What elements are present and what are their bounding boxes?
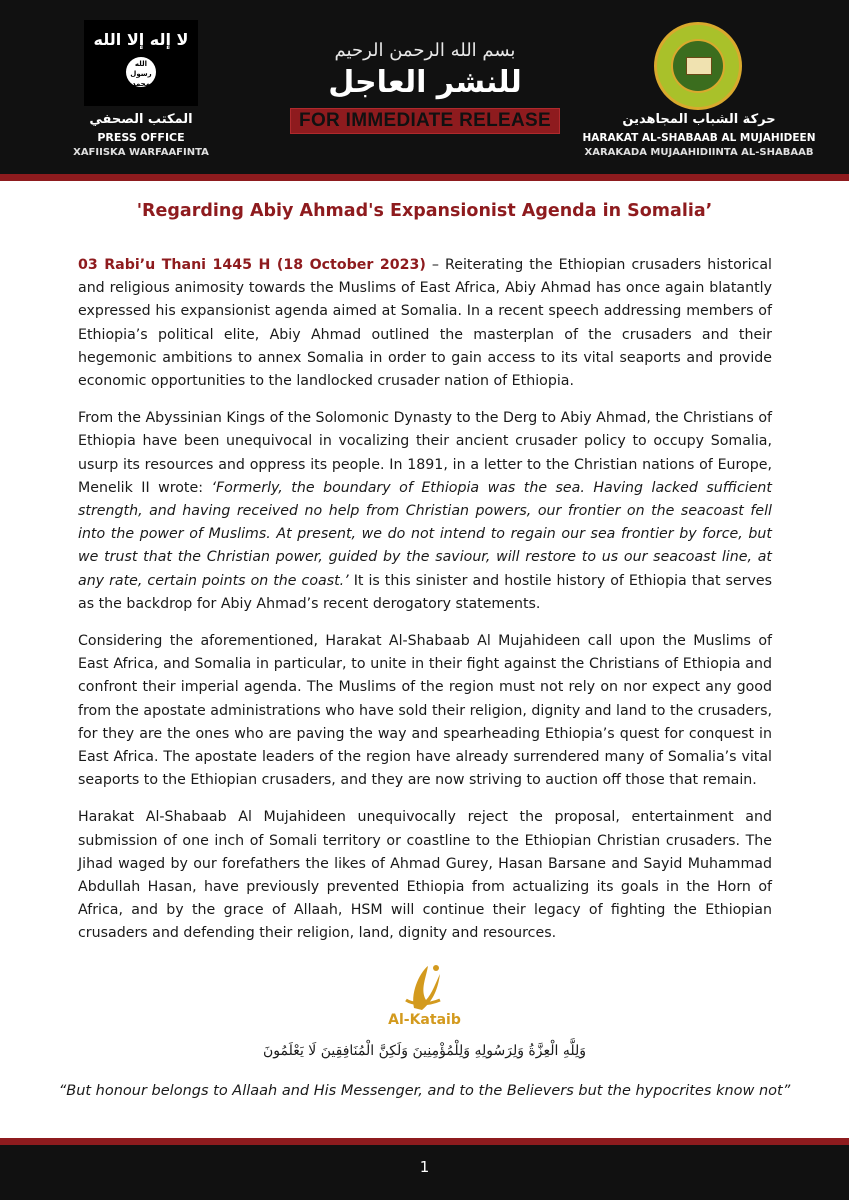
document-title: 'Regarding Abiy Ahmad's Expansionist Agenda in Somalia’ [136, 201, 713, 221]
footer-divider [0, 1138, 849, 1145]
seal-icon: الله رسول محمد [126, 57, 156, 87]
press-office-english: PRESS OFFICE [97, 131, 185, 144]
arabic-release-title: للنشر العاجل [328, 65, 522, 100]
al-kataib-label: Al-Kataib [388, 1012, 461, 1028]
quran-verse-english: “But honour belongs to Allaah and His Messenger, and to the Believers but the hypocrites know not” [58, 1083, 791, 1099]
paragraph-1 [78, 254, 772, 393]
date-lead: 03 Rabi’u Thani 1445 H (18 October 2023) [78, 257, 426, 273]
basmala: بسم الله الرحمن الرحيم [334, 40, 516, 61]
harakat-english: HARAKAT AL-SHABAAB AL MUJAHIDEEN [582, 132, 816, 144]
shahada-flag-logo [84, 20, 198, 106]
book-icon [686, 57, 712, 75]
emblem-inner [671, 39, 725, 93]
header-divider [0, 174, 849, 181]
press-office-arabic: المكتب الصحفي [89, 112, 193, 127]
immediate-release-badge: FOR IMMEDIATE RELEASE [290, 108, 560, 134]
paragraph-1-text: – Reiterating the Ethiopian crusaders historical and religious animosity towards the Muslims of East Africa, Abiy Ahmad has once again blatantly expressed his expansionist agenda aimed at Somalia. In a recent speech addressing members of Ethiopia’s political elite, Abiy Ahmad outlined the masterplan of the crusaders and their hegemonic ambitions to annex Somalia in order to gain access to its vital seaports and provide economic opportunities to the landlocked crusader nation of Ethiopia. [78, 257, 772, 390]
calligraphy-icon [392, 960, 456, 1016]
harakat-arabic: حركة الشباب المجاهدين [622, 112, 776, 127]
harakat-emblem-icon [654, 22, 742, 110]
paragraph-2-end: It is this sinister and hostile history of Ethiopia that serves as the backdrop for Abiy Ahmad’s recent derogatory statements. [78, 572, 773, 612]
page-number: 1 [419, 1158, 430, 1176]
press-office-somali: XAFIISKA WARFAAFINTA [73, 147, 209, 158]
quran-verse-arabic: وَلِلَّهِ الْعِزَّةُ وَلِرَسُولِهِ وَلِلْمُؤْمِنِينَ وَلَكِنَّ الْمُنَافِقِينَ لَا يَعْلَمُونَ [262, 1043, 587, 1059]
paragraph-2 [78, 407, 772, 616]
logo-shahada-text: لا إله إلا الله [93, 30, 189, 49]
release-heading [280, 40, 570, 134]
paragraph-3: Considering the aforementioned, Harakat Al-Shabaab Al Mujahideen call upon the Muslims of East Africa, and Somalia in particular, to unite in their fight against the Christians of Ethiopia and confront their imperial agenda. The Muslims of the region must not rely on nor expect any good from the apostate administrations who have sold their religion, dignity and land to the crusaders, for they are the ones who are paving the way and spearheading Ethiopia’s quest for conquest in East Africa. The apostate leaders of the region have already surrendered many of Somalia’s vital seaports to the Ethiopian crusaders, and they are now striving to auction off those that remain. [78, 633, 772, 789]
paragraph-4: Harakat Al-Shabaab Al Mujahideen unequivocally reject the proposal, entertainment and submission of one inch of Somali territory or coastline to the Ethiopian Christian crusaders. The Jihad waged by our forefathers the likes of Ahmad Gurey, Hasan Barsane and Sayid Muhammad Abdullah Hasan, have previously prevented Ethiopia from actualizing its goals in the Horn of Africa, and by the grace of Allaah, HSM will continue their legacy of fighting the Ethiopian crusaders and defending their religion, land, dignity and resources. [78, 809, 772, 942]
menelik-quote: ‘Formerly, the boundary of Ethiopia was the sea. Having lacked sufficient strength, and having received no help from Christian powers, our frontier on the seacoast fell into the power of Muslims. At present, we do not intend to regain our sea frontier by force, but we trust that the Christian power, guided by the saviour, will restore to us our seacoast line, at any rate, certain points on the coast.’ [78, 479, 772, 589]
harakat-caption [580, 112, 818, 158]
paragraph-2-start: From the Abyssinian Kings of the Solomonic Dynasty to the Derg to Abiy Ahmad, the Christians of Ethiopia have been unequivocal in vocalizing their ancient crusader policy to occupy Somalia, usurp its resources and oppress its people. In 1891, in a letter to the Christian nations of Europe, Menelik II wrote: [78, 410, 772, 496]
document-body [78, 254, 772, 960]
harakat-somali: XARAKADA MUJAAHIDIINTA AL-SHABAAB [584, 147, 814, 158]
press-office-caption [60, 112, 222, 158]
